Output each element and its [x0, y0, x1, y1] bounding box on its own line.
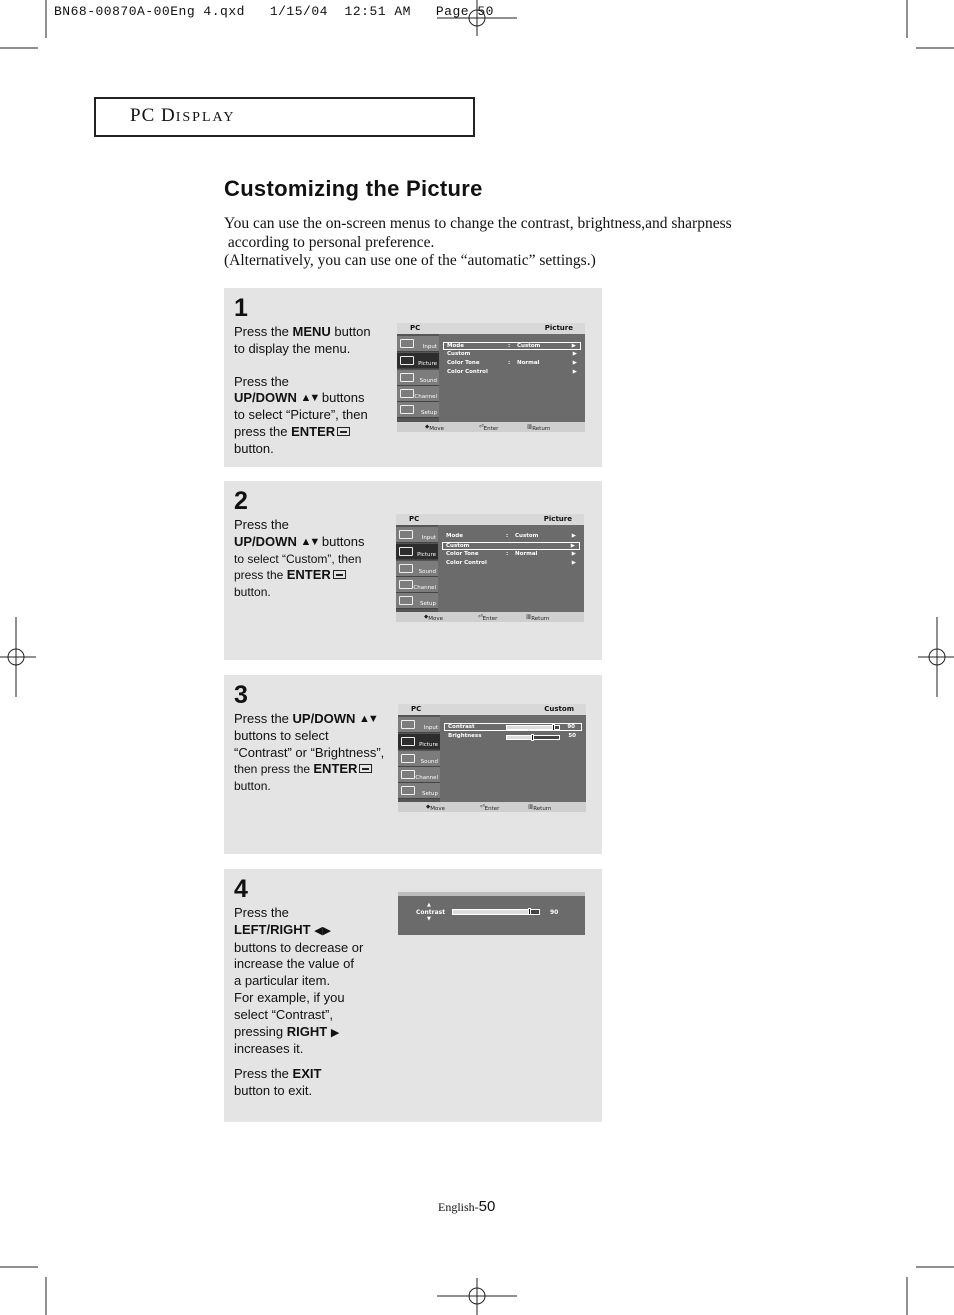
picture-icon: [401, 737, 415, 746]
picture-icon: [399, 547, 413, 556]
up-down-arrows-icon: ▲▼: [300, 392, 319, 405]
step-4-panel: [224, 869, 602, 1122]
step-number: 4: [234, 875, 248, 903]
osd-picture-menu: PC Picture Input Picture Sound Channel Setup Mode : Custom ▶ Custom ▶ Color Tone : Normal ▶ Color Control ▶ ◆ Move ⏎ Enter ▥ Return: [397, 323, 585, 432]
step-instructions: Press the UP/DOWN ▲▼ buttons to select “Contrast” or “Brightness”, then press the ENTER button.: [234, 711, 385, 794]
page-footer: English-50: [438, 1198, 496, 1215]
sound-icon: [401, 754, 415, 763]
input-icon: [400, 339, 414, 348]
channel-icon: [401, 770, 415, 779]
osd-custom-menu: PC Custom Input Picture Sound Channel Setup Contrast 90 Brightness 50 ◆ Move ⏎ Enter ▥ Return: [398, 704, 586, 812]
section-title: PC DISPLAY: [130, 105, 236, 126]
step-instructions: Press the UP/DOWN ▲▼ buttons to select “Custom”, then press the ENTER button.: [234, 517, 365, 600]
enter-icon: [359, 764, 372, 773]
step-number: 2: [234, 487, 248, 515]
setup-icon: [401, 786, 415, 795]
page-title: Customizing the Picture: [224, 176, 483, 201]
right-arrow-icon: ▶: [330, 1026, 340, 1039]
setup-icon: [400, 405, 414, 414]
step-number: 1: [234, 294, 248, 322]
picture-icon: [400, 356, 414, 365]
step-number: 3: [234, 681, 248, 709]
setup-icon: [399, 596, 413, 605]
enter-icon: [337, 427, 350, 436]
step-instructions: Press the LEFT/RIGHT ◀▶ buttons to decrease or increase the value of a particular item. For example, if you select “Contrast”, pressing RIGHT ▶ increases it. Press the EXIT button to exit.: [234, 905, 364, 1098]
input-icon: [401, 720, 415, 729]
channel-icon: [400, 389, 414, 398]
osd-custom-selected: PC Picture Input Picture Sound Channel Setup Mode : Custom ▶ Custom ▶ Color Tone : Normal ▶ Color Control ▶ ◆ Move ⏎ Enter ▥ Return: [396, 514, 584, 622]
step-1-panel: [224, 288, 602, 467]
sound-icon: [400, 373, 414, 382]
step-instructions: Press the MENU button to display the menu. Press the UP/DOWN ▲▼ buttons to select “Picture”, then press the ENTER button.: [234, 324, 371, 456]
contrast-bar: [506, 725, 560, 730]
step-3-panel: [224, 675, 602, 854]
osd-contrast-adjust: ▲ Contrast ▼ 90: [398, 892, 585, 935]
up-down-arrows-icon: ▲▼: [359, 713, 377, 725]
sound-icon: [399, 564, 413, 573]
input-icon: [399, 530, 413, 539]
contrast-adjust-bar: [452, 909, 540, 915]
enter-icon: [333, 570, 346, 579]
left-right-arrows-icon: ◀▶: [314, 924, 332, 937]
intro-text: You can use the on-screen menus to change the contrast, brightness,and sharpness according to personal preference. (Alternatively, you can use one of the “automatic” settings.): [224, 215, 732, 269]
step-2-panel: [224, 481, 602, 660]
up-down-arrows-icon: ▲▼: [300, 535, 319, 548]
print-header: BN68-00870A-00Eng 4.qxd 1/15/04 12:51 AM Page 50: [54, 4, 494, 19]
channel-icon: [399, 580, 413, 589]
brightness-bar: [506, 735, 560, 740]
